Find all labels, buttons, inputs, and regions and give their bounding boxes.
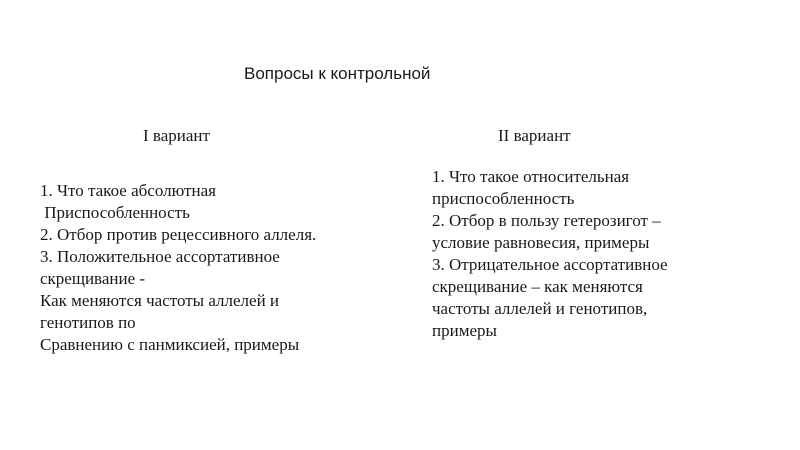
variant-2-line: приспособленность: [432, 189, 575, 208]
slide-title: Вопросы к контрольной: [244, 64, 431, 83]
variant-1-line: скрещивание -: [40, 269, 146, 288]
variant-1-line: 2. Отбор против рецессивного аллеля.: [40, 225, 317, 244]
variant-1-line: 3. Положительное ассортативное: [40, 247, 280, 266]
variant-2-line: 2. Отбор в пользу гетерозигот –: [432, 211, 661, 230]
variant-2-questions: [432, 166, 762, 342]
variant-2-line: условие равновесия, примеры: [432, 233, 650, 252]
variant-1-line: 1. Что такое абсолютная: [40, 181, 216, 200]
variant-2-line: примеры: [432, 321, 497, 340]
variant-1-line: Сравнению с панмиксией, примеры: [40, 335, 300, 354]
variant-2-heading: II вариант: [498, 126, 571, 145]
variant-2-line: частоты аллелей и генотипов,: [432, 299, 648, 318]
variant-1-line: Как меняются частоты аллелей и: [40, 291, 280, 310]
variant-1-questions: [40, 180, 400, 356]
variant-1-heading: I вариант: [143, 126, 210, 145]
variant-2-line: 1. Что такое относительная: [432, 167, 630, 186]
variant-1-line: Приспособленность: [40, 203, 190, 222]
variant-2-line: 3. Отрицательное ассортативное: [432, 255, 668, 274]
variant-2-line: скрещивание – как меняются: [432, 277, 643, 296]
variant-1-line: генотипов по: [40, 313, 136, 332]
